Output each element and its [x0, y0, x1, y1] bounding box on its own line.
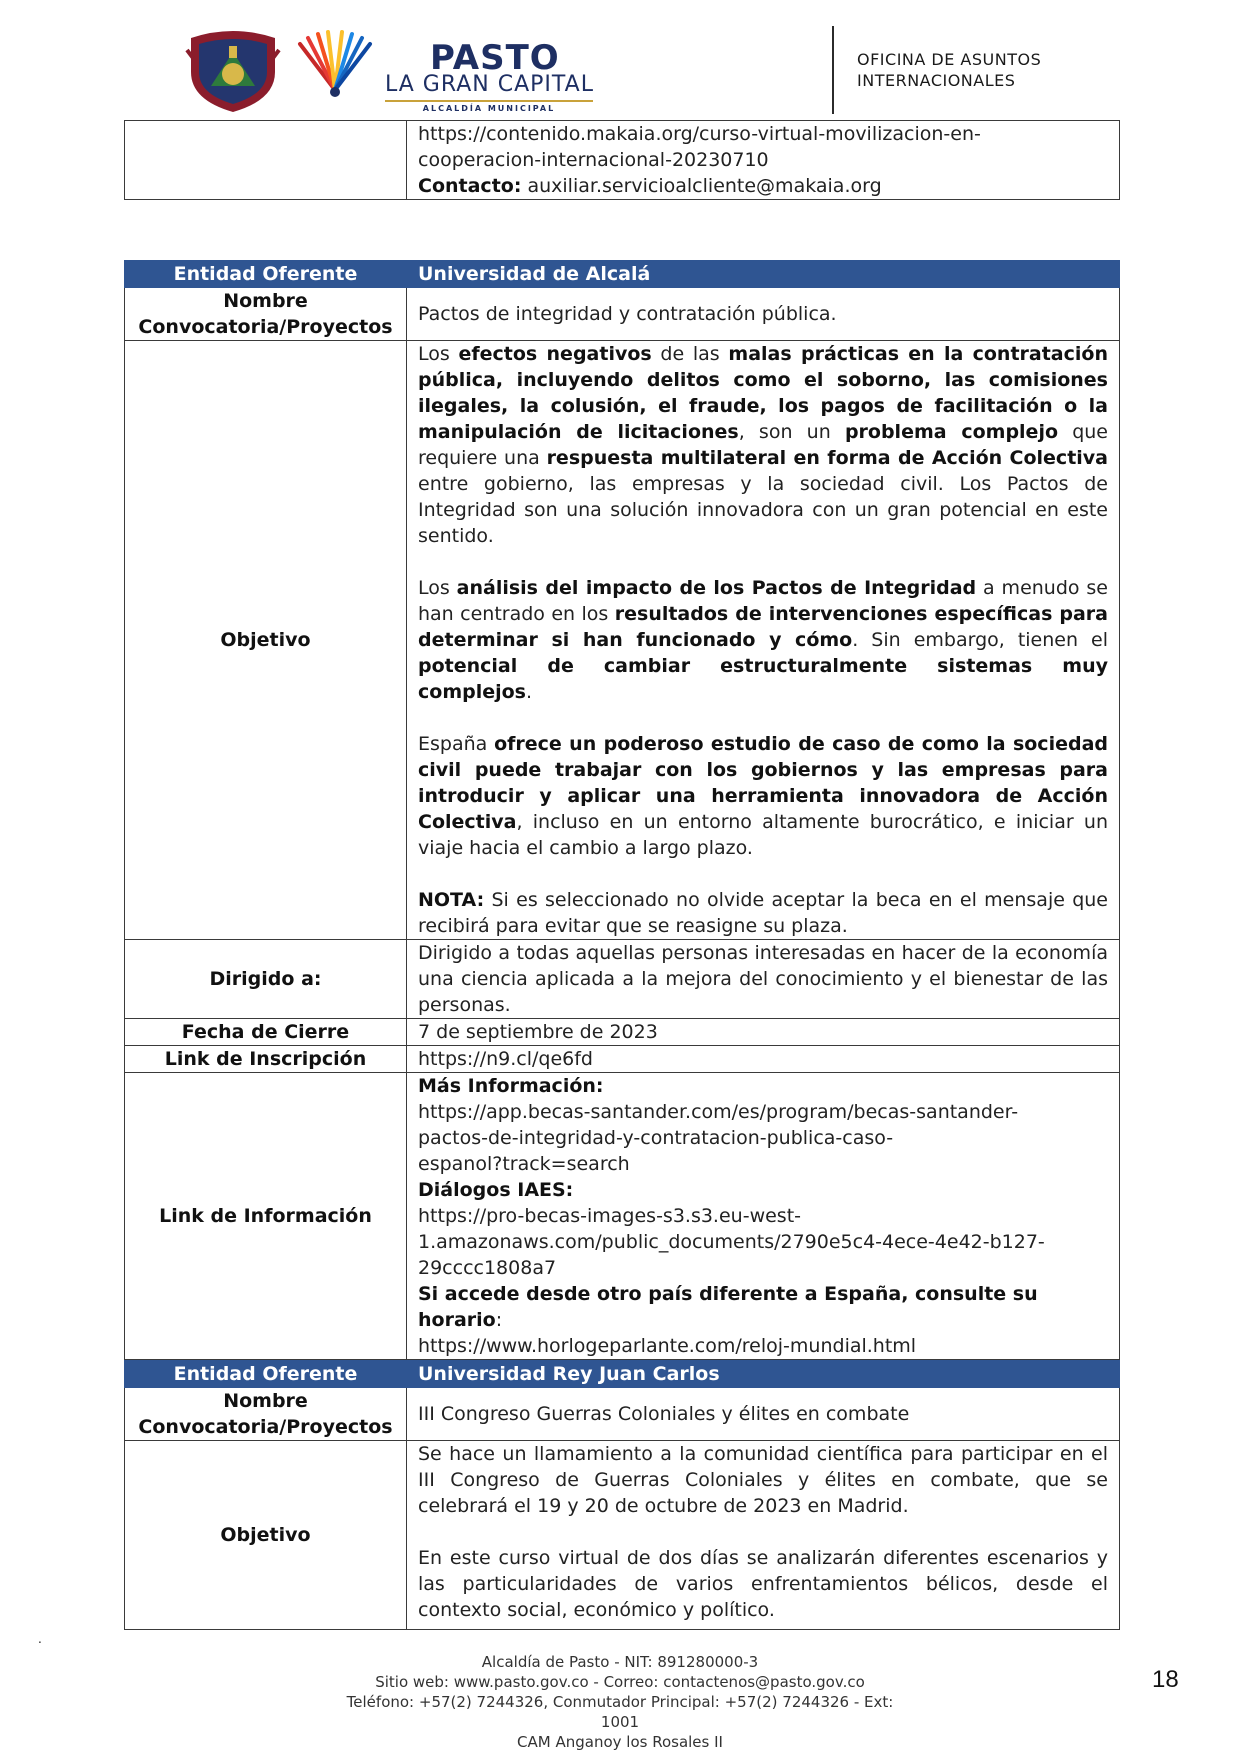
contact-line: [418, 173, 1108, 199]
objective-label: Objetivo: [125, 341, 407, 940]
objective-paragraph-3: [418, 731, 1108, 861]
course-link-line-1[interactable]: https://contenido.makaia.org/curso-virtual-movilizacion-en-: [418, 123, 981, 145]
table-header-row: [125, 261, 1120, 288]
footer-line-1: Alcaldía de Pasto - NIT: 891280000-3: [481, 1653, 759, 1671]
text-run: Los: [418, 343, 459, 365]
text-run-bold: análisis del impacto de los Pactos de Integridad: [456, 577, 977, 599]
brand-small-caption: ALCALDÍA MUNICIPAL: [422, 104, 556, 113]
text-run-bold: problema complejo: [844, 421, 1059, 443]
text-run: , incluso en un entorno altamente burocrático, e iniciar un viaje hacia el cambio a largo plazo.: [418, 811, 1108, 859]
text-run-bold: ofrece un poderoso estudio de caso de como la sociedad civil puede trabajar con los gobiernos y las empresas para introducir y aplicar una herramienta innovadora de Acción Colectiva: [418, 733, 1108, 833]
page-header: [0, 0, 1241, 125]
text-run: , son un: [738, 421, 845, 443]
name-label-line-1: Nombre: [223, 290, 308, 312]
more-info-link-line-3[interactable]: espanol?track=search: [418, 1153, 630, 1175]
empty-label-cell: [125, 121, 407, 200]
note-label: NOTA:: [418, 889, 485, 911]
text-run: de las: [651, 343, 729, 365]
brand-subtitle: LA GRAN CAPITAL: [385, 72, 594, 97]
objective-paragraph-2: [418, 575, 1108, 705]
brand-underline: [385, 100, 593, 102]
paragraph-gap: [418, 549, 1108, 575]
contact-email[interactable]: auxiliar.servicioalcliente@makaia.org: [521, 175, 882, 197]
world-clock-link[interactable]: https://www.horlogeparlante.com/reloj-mundial.html: [418, 1335, 917, 1357]
text-run-bold: potencial de cambiar estructuralmente sistemas muy complejos: [418, 655, 1108, 703]
more-info-link-line-2[interactable]: pactos-de-integridad-y-contratacion-publica-caso-: [418, 1127, 894, 1149]
abroad-colon: :: [495, 1309, 503, 1331]
header-divider: [832, 26, 834, 114]
note-paragraph: [418, 887, 1108, 939]
close-date-label: Fecha de Cierre: [125, 1019, 407, 1046]
text-run: . Sin embargo, tienen el: [852, 629, 1109, 651]
info-link-label: Link de Información: [125, 1073, 407, 1360]
table-row: [125, 1046, 1120, 1073]
office-line-2: INTERNACIONALES: [857, 71, 1016, 90]
dialogos-label: Diálogos IAES:: [418, 1179, 574, 1201]
info-links-cell: [407, 1073, 1120, 1360]
name-label: [125, 1388, 407, 1441]
coat-of-arms-icon: [185, 28, 281, 114]
text-run-bold: malas prácticas en la contratación pública, incluyendo delitos como el soborno, las comisiones ilegales, la colusión, el fraude, los pagos de facilitación o la manipulación de licitaciones: [418, 343, 1108, 443]
alcala-table: [124, 260, 1120, 1360]
margin-dot: .: [38, 1632, 42, 1646]
table-row: [125, 341, 1120, 940]
directed-label: Dirigido a:: [125, 940, 407, 1019]
text-run-bold: resultados de intervenciones específicas para determinar si han funcionado y cómo: [418, 603, 1108, 651]
page-footer: [330, 1652, 910, 1752]
text-run: .: [526, 681, 533, 703]
signup-link[interactable]: https://n9.cl/qe6fd: [407, 1046, 1120, 1073]
footer-line-4: CAM Anganoy los Rosales II: [517, 1733, 723, 1751]
abroad-note: [418, 1281, 1108, 1333]
objective-label: Objetivo: [125, 1441, 407, 1630]
note-text: Si es seleccionado no olvide aceptar la beca en el mensaje que recibirá para evitar que se reasigne su plaza.: [418, 889, 1108, 937]
paragraph-gap: [418, 861, 1108, 887]
name-value: III Congreso Guerras Coloniales y élites en combate: [407, 1388, 1120, 1441]
contact-label: Contacto:: [418, 175, 522, 197]
table-row: [125, 1019, 1120, 1046]
table-row: [125, 1073, 1120, 1360]
objective-value: [407, 1441, 1120, 1630]
entity-value: Universidad de Alcalá: [407, 261, 1120, 288]
continuation-table: [124, 120, 1120, 200]
dialogos-link-line-3[interactable]: 29cccc1808a7: [418, 1257, 557, 1279]
table-row: [125, 1388, 1120, 1441]
directed-value: Dirigido a todas aquellas personas interesadas en hacer de la economía una ciencia aplicada a la mejora del conocimiento y el bienestar de las personas.: [407, 940, 1120, 1019]
name-label: [125, 288, 407, 341]
entity-label: Entidad Oferente: [125, 261, 407, 288]
entity-value: Universidad Rey Juan Carlos: [407, 1361, 1120, 1388]
text-run: España: [418, 733, 495, 755]
dialogos-link-line-1[interactable]: https://pro-becas-images-s3.s3.eu-west-: [418, 1205, 801, 1227]
objective-paragraph-1: [418, 341, 1108, 549]
rey-juan-carlos-table: [124, 1360, 1120, 1630]
bird-wings-icon: [292, 30, 378, 100]
table-row: [125, 288, 1120, 341]
text-run: Los: [418, 577, 457, 599]
signup-link-label: Link de Inscripción: [125, 1046, 407, 1073]
cell-bottom-padding: [418, 1623, 1108, 1629]
text-run: entre gobierno, las empresas y la sociedad civil. Los Pactos de Integridad son una solución innovadora con un gran potencial en este sentido.: [418, 473, 1108, 547]
table-row: [125, 1441, 1120, 1630]
footer-line-3: Teléfono: +57(2) 7244326, Conmutador Principal: +57(2) 7244326 - Ext: 1001: [346, 1693, 894, 1731]
footer-line-2: Sitio web: www.pasto.gov.co - Correo: contactenos@pasto.gov.co: [375, 1673, 865, 1691]
page-number: 18: [1152, 1666, 1179, 1693]
brand-title: PASTO: [430, 38, 560, 78]
dialogos-link-line-2[interactable]: 1.amazonaws.com/public_documents/2790e5c4-4ece-4e42-b127-: [418, 1231, 1045, 1253]
objective-paragraph-2: En este curso virtual de dos días se analizarán diferentes escenarios y las particularidades de varios enfrentamientos bélicos, desde el contexto social, económico y político.: [418, 1547, 1108, 1621]
text-run-bold: efectos negativos: [458, 343, 652, 365]
paragraph-gap: [418, 1519, 1108, 1545]
abroad-label: Si accede desde otro país diferente a España, consulte su horario: [418, 1283, 1038, 1331]
table-row: [125, 121, 1120, 200]
contact-cell: [407, 121, 1120, 200]
office-name: [857, 49, 1041, 91]
text-run-bold: respuesta multilateral en forma de Acción Colectiva: [546, 447, 1108, 469]
office-line-1: OFICINA DE ASUNTOS: [857, 50, 1042, 69]
paragraph-gap: [418, 705, 1108, 731]
name-label-line-2: Convocatoria/Proyectos: [138, 316, 393, 338]
close-date-value: 7 de septiembre de 2023: [407, 1019, 1120, 1046]
table-row: [125, 940, 1120, 1019]
name-label-line-1: Nombre: [223, 1390, 308, 1412]
text-run: que requiere una: [418, 421, 1108, 469]
objective-value: [407, 341, 1120, 940]
more-info-label: Más Información:: [418, 1075, 604, 1097]
name-label-line-2: Convocatoria/Proyectos: [138, 1416, 393, 1438]
table-header-row: [125, 1361, 1120, 1388]
entity-label: Entidad Oferente: [125, 1361, 407, 1388]
course-link-line-2[interactable]: cooperacion-internacional-20230710: [418, 149, 769, 171]
text-run: a menudo se han centrado en los: [418, 577, 1108, 625]
more-info-link-line-1[interactable]: https://app.becas-santander.com/es/program/becas-santander-: [418, 1101, 1019, 1123]
name-value: Pactos de integridad y contratación pública.: [407, 288, 1120, 341]
objective-paragraph-1: Se hace un llamamiento a la comunidad científica para participar en el III Congreso de Guerras Coloniales y élites en combate, que se celebrará el 19 y 20 de octubre de 2023 en Madrid.: [418, 1443, 1108, 1517]
